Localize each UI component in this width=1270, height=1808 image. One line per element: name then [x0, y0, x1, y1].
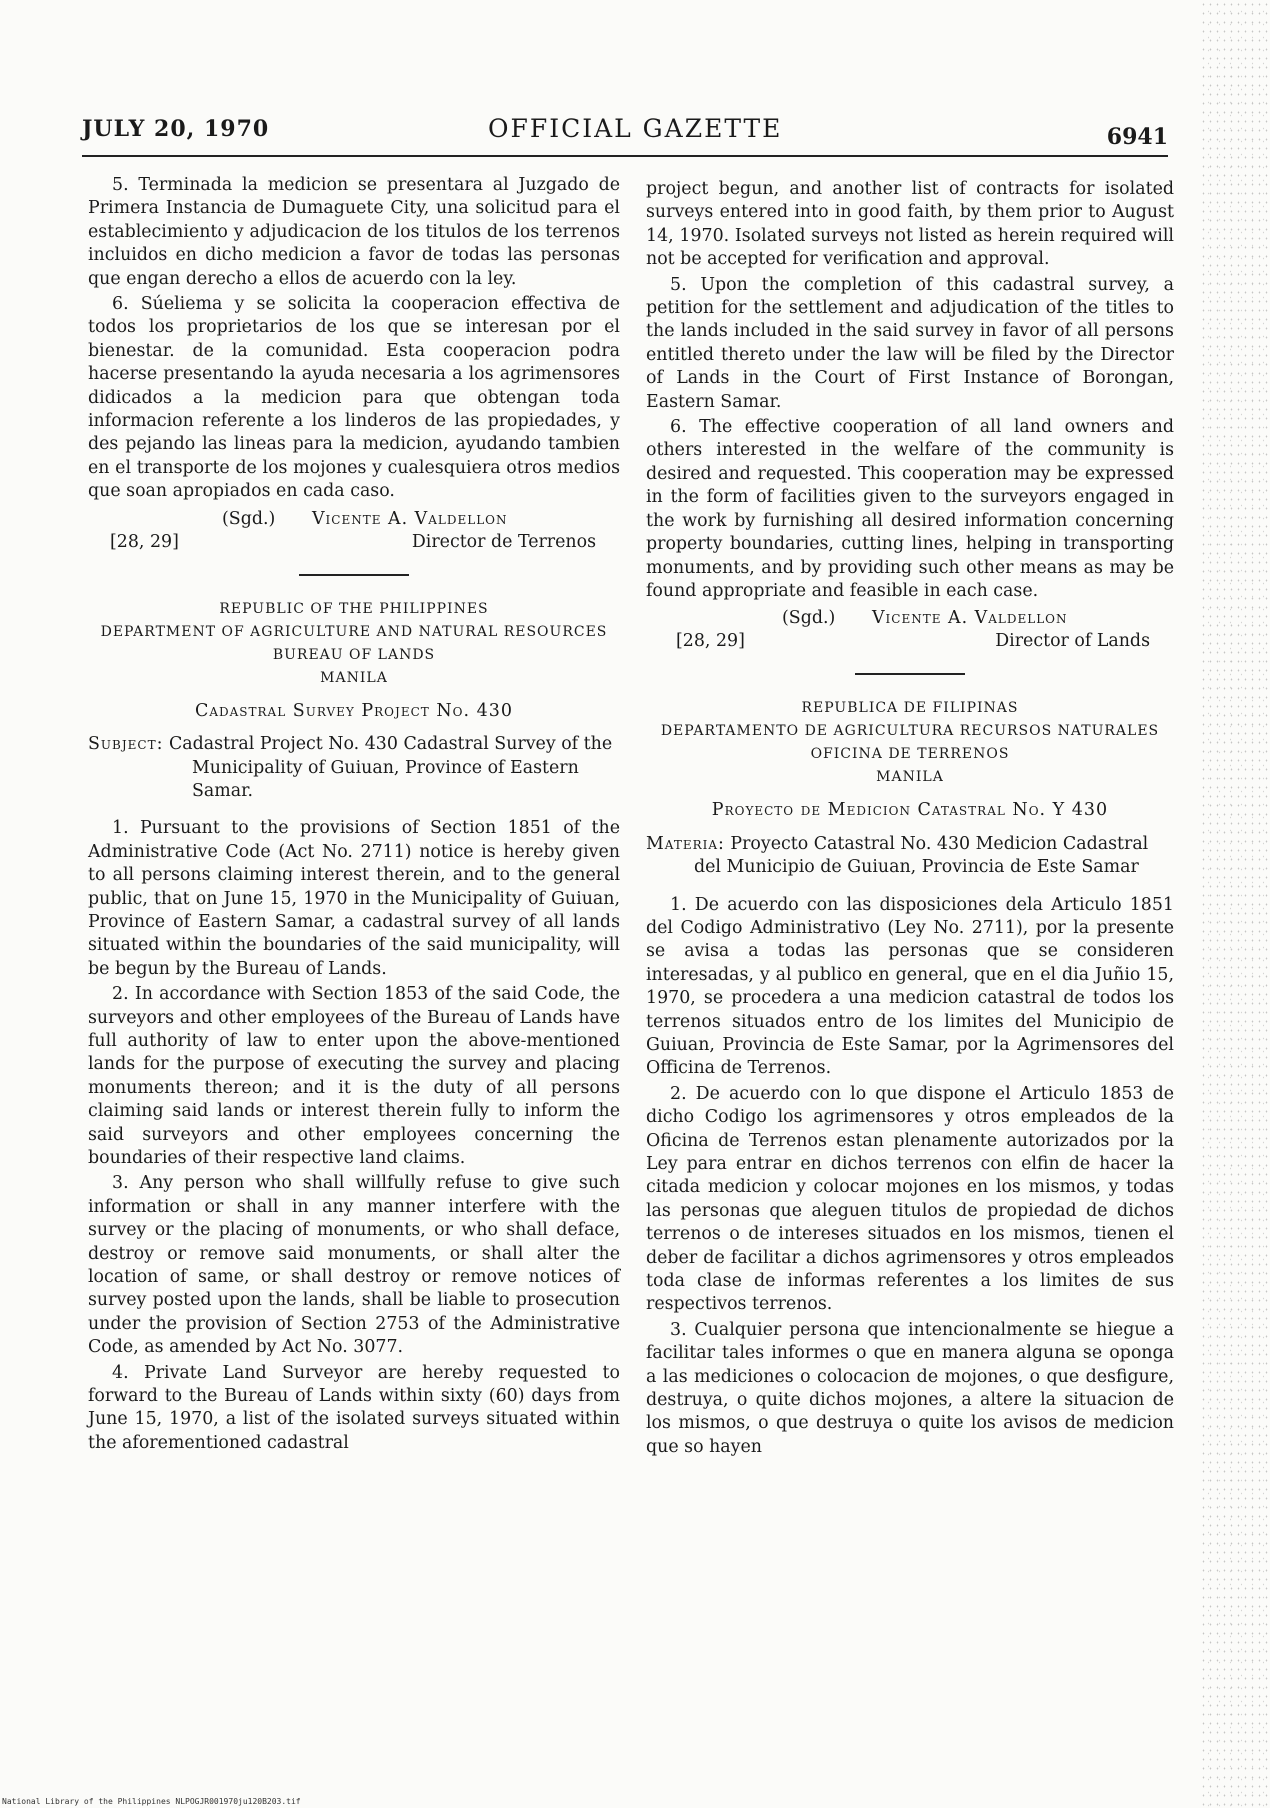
right-column [646, 178, 1174, 1461]
issue-reference: [28, 29] [676, 631, 745, 652]
agency-line: DEPARTAMENTO DE AGRICULTURA RECURSOS NATURALES [660, 723, 1160, 740]
subject-line [646, 833, 1174, 880]
subject-label: Subject: [88, 734, 164, 755]
subject-text: Proyecto Catastral No. 430 Medicion Cadastral del Municipio de Guiuan, Provincia de Este Samar [694, 833, 1149, 878]
agency-line: MANILA [876, 769, 944, 786]
paragraph-4-en: 4. Private Land Surveyor are hereby requested to forward to the Bureau of Lands within sixty (60) days from June 15, 1970, a list of the isolated surveys situated within the aforementioned cadastral [88, 1362, 620, 1453]
agency-line: DEPARTMENT OF AGRICULTURE AND NATURAL RESOURCES [100, 623, 608, 640]
paragraph-3-es: 3. Cualquier persona que intencionalmente se hiegue a facilitar tales informes o que en manera alguna se oponga a las mediciones o colocacion de mojones, o que desfigure, destruya, o quite dichos mojones, a altere la situacion de los mismos, o que destruya o quite los avisos de medicion que so hayen [646, 1319, 1174, 1457]
page-number: 6941 [1106, 124, 1168, 150]
agency-heading [646, 697, 1174, 789]
subject-text: Cadastral Project No. 430 Cadastral Survey of the Municipality of Guiuan, Province of Eastern Samar. [169, 734, 613, 801]
project-title: Proyecto de Medicion Catastral No. Y 430 [711, 800, 1109, 821]
scan-footer: National Library of the Philippines NLPOGJR001970ju120B203.tif [2, 1797, 301, 1806]
paragraph-4-en-continued: project begun, and another list of contracts for isolated surveys entered into in good faith, by them prior to August 14, 1970. Isolated surveys not listed as herein required will not be accepted for verification and approval. [646, 179, 1174, 270]
paragraph-2-en: 2. In accordance with Section 1853 of the said Code, the surveyors and other employees of the Bureau of Lands have full authority of law to enter upon the above-mentioned lands for the purpose of executing the survey and placing monuments thereon; and it is the duty of all persons claiming said lands or interest therein fully to inform the said surveyors and other employees concerning the boundaries of their respective land claims. [88, 984, 620, 1168]
subject-line [88, 733, 620, 803]
agency-line: MANILA [320, 669, 388, 686]
paragraph-1-es: 1. De acuerdo con las disposiciones dela Articulo 1851 del Codigo Administrativo (Ley No. 2711), por la presente se avisa a todas las personas que se consideren interesadas, y al publico en general, que en el dia Juñio 15, 1970, se procedera a una medicion catastral de todos los terrenos situados entro de los limites del Municipio de Guiuan, Provincia de Este Samar, por la Agrimensores del Officina de Terrenos. [646, 894, 1174, 1079]
signature-block [646, 607, 1174, 659]
subject-label: Materia: [646, 833, 725, 854]
section-divider [299, 574, 409, 576]
signature-block [88, 508, 620, 560]
issue-date: JULY 20, 1970 [82, 116, 270, 142]
scan-noise [1200, 0, 1270, 1808]
paragraph-3-en: 3. Any person who shall willfully refuse to give such information or shall in any manner interfere with the survey or the placing of monuments, or who shall deface, destroy or remove said monuments, or shall alter the location of same, or shall destroy or remove notices of survey posted upon the lands, shall be liable to prosecution under the provision of Section 2753 of the Administrative Code, as amended by Act No. 3077. [88, 1173, 620, 1358]
paragraph-5-en: 5. Upon the completion of this cadastral survey, a petition for the settlement and adjudication of the titles to the lands included in the said survey in favor of all persons entitled thereto under the law will be filed by the Director of Lands in the Court of First Instance of Borongan, Eastern Samar. [646, 274, 1174, 412]
page-header [82, 112, 1168, 152]
signatory-office: Director of Lands [995, 631, 1150, 652]
signed-mark: (Sgd.) [782, 608, 836, 629]
paragraph-6-es: 6. Súeliema y se solicita la cooperacion effectiva de todos los proprietarios de los que se interesan por el bienestar. de la comunidad. Esta cooperacion podra hacerse presentando la ayuda necesaria a los agrimensores didicados a la medicion para que obtengan toda informacion referente a los linderos de las propiedades, y des pejando las lineas para la medicion, ayudando tambien en el transporte de los mojones y cualesquiera otros medios que soan apropiados en cada caso. [88, 294, 620, 502]
agency-heading [88, 598, 620, 690]
paragraph-2-es: 2. De acuerdo con lo que dispone el Articulo 1853 de dicho Codigo los agrimensores y otros empleados de la Oficina de Terrenos estan plenamente autorizados por la Ley para entrar en dichos terrenos con elfin de hacer la citada medicion y colocar mojones en los mismos, y todas las personas que aleguen titulos de propiedad de dichos terrenos o de intereses situados en los mismos, tienen el deber de facilitar a dichos agrimensores y otros empleados toda clase de informas referentes a los limites de sus respectivos terrenos. [646, 1083, 1174, 1315]
left-column [88, 174, 620, 1457]
paragraph-6-en: 6. The effective cooperation of all land owners and others interested in the welfare of the community is desired and requested. This cooperation may be expressed in the form of facilities given to the surveyors engaged in the work by furnishing all desired information concerning property boundaries, cutting lines, helping in transporting monuments, and by providing such other means as may be found appropriate and feasible in each case. [646, 417, 1174, 601]
paragraph-1-en: 1. Pursuant to the provisions of Section 1851 of the Administrative Code (Act No. 2711) notice is hereby given to all persons claiming interest therein, and to the general public, that on June 15, 1970 in the Municipality of Guiuan, Province of Eastern Samar, a cadastral survey of all lands situated within the boundaries of the said municipality, will be begun by the Bureau of Lands. [88, 818, 620, 979]
agency-line: REPUBLICA DE FILIPINAS [801, 700, 1019, 717]
agency-line: OFICINA DE TERRENOS [810, 746, 1010, 763]
signatory-name: Vicente A. Valdellon [872, 608, 1068, 629]
project-title: Cadastral Survey Project No. 430 [194, 700, 514, 721]
section-divider [855, 673, 965, 675]
publication-title: OFFICIAL GAZETTE [488, 114, 783, 143]
signed-mark: (Sgd.) [222, 508, 276, 529]
header-rule [82, 155, 1168, 157]
signatory-name: Vicente A. Valdellon [312, 508, 508, 529]
agency-line: BUREAU OF LANDS [272, 646, 436, 663]
issue-reference: [28, 29] [110, 531, 179, 552]
signatory-office: Director de Terrenos [411, 531, 596, 552]
agency-line: REPUBLIC OF THE PHILIPPINES [219, 600, 489, 617]
paragraph-5-es: 5. Terminada la medicion se presentara al Juzgado de Primera Instancia de Dumaguete City, una solicitud para el establecimiento y adjudicacion de los titulos de los terrenos incluidos en dicho medicion a favor de todas las personas que engan derecho a ellos de acuerdo con la ley. [88, 175, 620, 289]
